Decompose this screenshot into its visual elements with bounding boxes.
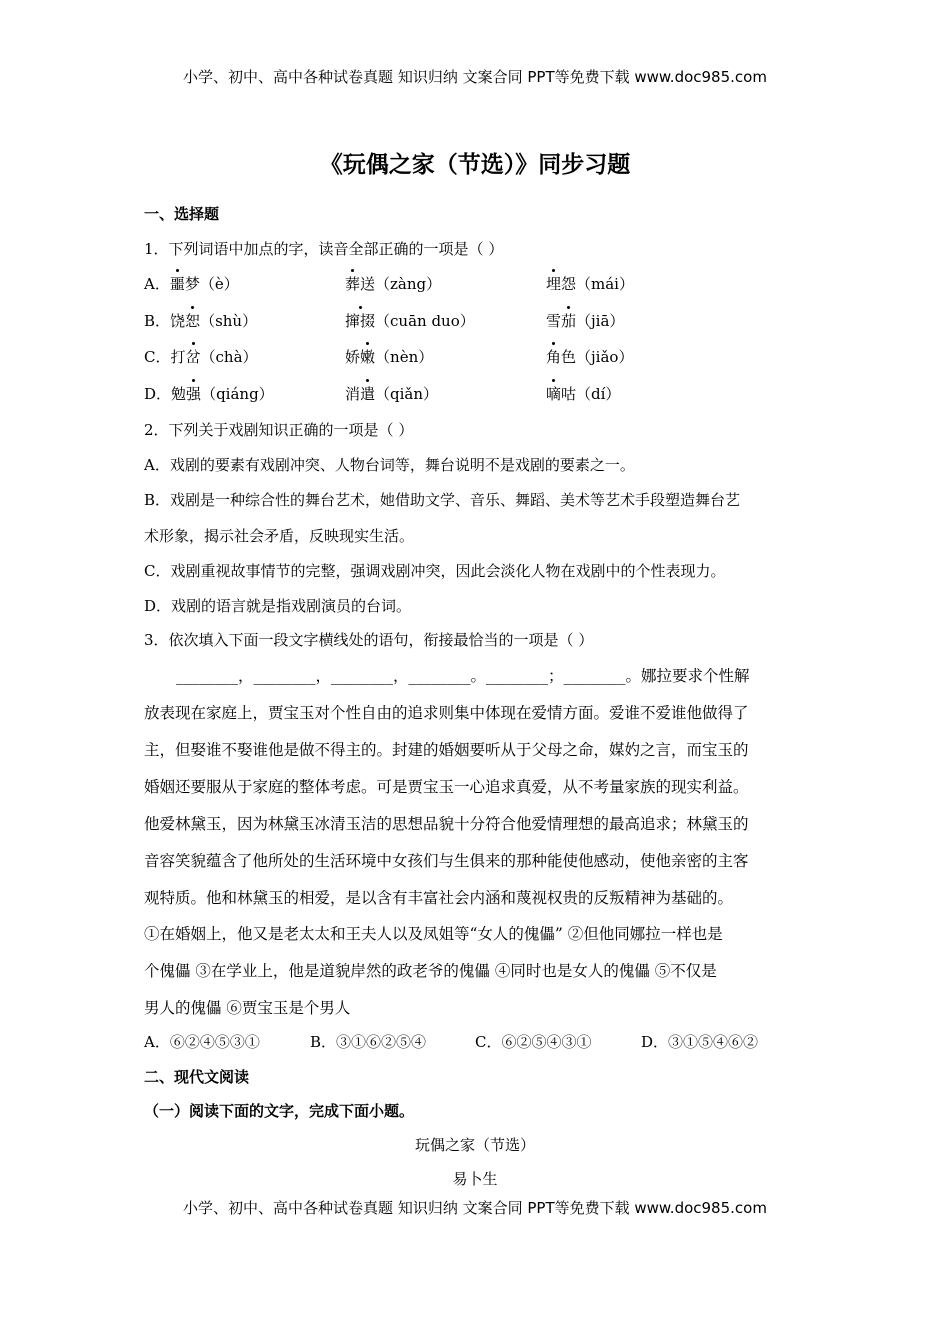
subsection-heading: （一）阅读下面的文字，完成下面小题。: [144, 1102, 415, 1120]
page-footer: 小学、初中、高中各种试卷真题 知识归纳 文案合同 PPT等免费下载 www.doc985.com: [183, 1199, 767, 1217]
q2-option-c: C．戏剧重视故事情节的完整，强调戏剧冲突，因此会淡化人物在戏剧中的个性表现力。: [144, 562, 726, 580]
question-1-stem: 1．下列词语中加点的字，读音全部正确的一项是（ ）: [144, 240, 504, 258]
section-heading-reading: 二、现代文阅读: [144, 1068, 250, 1086]
page-header: 小学、初中、高中各种试卷真题 知识归纳 文案合同 PPT等免费下载 www.doc985.com: [183, 68, 767, 86]
q3-option-c: C．⑥②⑤④③①: [475, 1033, 592, 1051]
q1-option-b-2: 撺掇（cuān duo）: [345, 312, 475, 330]
q2-option-b-line2: 术形象，揭示社会矛盾，反映现实生活。: [144, 527, 415, 545]
q3-passage-line: 主，但娶谁不娶谁他是做不得主的。封建的婚姻要听从于父母之命，媒妁之言，而宝玉的: [144, 741, 749, 759]
q3-option-b: B．③①⑥②⑤④: [310, 1033, 427, 1051]
q2-option-d: D．戏剧的语言就是指戏剧演员的台词。: [144, 597, 412, 615]
q3-passage-line: 放表现在家庭上，贾宝玉对个性自由的追求则集中体现在爱情方面。爱谁不爱谁他做得了: [144, 704, 749, 722]
question-2-stem: 2．下列关于戏剧知识正确的一项是（ ）: [144, 421, 414, 439]
question-3-stem: 3．依次填入下面一段文字横线处的语句，衔接最恰当的一项是（ ）: [144, 631, 594, 649]
q1-option-b-1: B．饶恕（shù）: [144, 312, 258, 330]
q1-option-c-3: 角色（jiǎo）: [546, 348, 634, 366]
q1-option-a-1: A．噩梦（è）: [144, 275, 239, 293]
q1-option-d-3: 嘀咕（dí）: [546, 385, 621, 403]
q1-option-d-2: 消遣（qiǎn）: [345, 385, 439, 403]
q3-passage-line: 音容笑貌蕴含了他所处的生活环境中女孩们与生俱来的那种能使他感动，使他亲密的主客: [144, 852, 749, 870]
q3-sentence-line: 个傀儡 ③在学业上，他是道貌岸然的政老爷的傀儡 ④同时也是女人的傀儡 ⑤不仅是: [144, 962, 717, 980]
q1-option-b-3: 雪茄（jiā）: [546, 312, 625, 330]
page-title: 《玩偶之家（节选）》同步习题: [319, 152, 631, 178]
q1-option-c-1: C．打岔（chà）: [144, 348, 258, 366]
q3-option-a: A．⑥②④⑤③①: [144, 1033, 260, 1051]
q3-passage-line: 他爱林黛玉，因为林黛玉冰清玉洁的思想品貌十分符合他爱情理想的最高追求；林黛玉的: [144, 815, 749, 833]
passage-author: 易卜生: [452, 1170, 498, 1188]
q1-option-a-2: 葬送（zàng）: [345, 275, 442, 293]
q3-sentence-line: ①在婚姻上，他又是老太太和王夫人以及凤姐等“女人的傀儡” ②但他同娜拉一样也是: [144, 925, 723, 943]
q1-option-a-3: 埋怨（mái）: [546, 275, 634, 293]
q3-passage-line: 婚姻还要服从于家庭的整体考虑。可是贾宝玉一心追求真爱，从不考量家族的现实利益。: [144, 778, 749, 796]
q1-option-c-2: 娇嫩（nèn）: [345, 348, 434, 366]
q3-sentence-line: 男人的傀儡 ⑥贾宝玉是个男人: [144, 999, 351, 1017]
section-heading-choice: 一、选择题: [144, 205, 220, 223]
q3-passage-line: 观特质。他和林黛玉的相爱，是以含有丰富社会内涵和蔑视权贵的反叛精神为基础的。: [144, 889, 734, 907]
q2-option-b-line1: B．戏剧是一种综合性的舞台艺术，她借助文学、音乐、舞蹈、美术等艺术手段塑造舞台艺: [144, 491, 741, 509]
q2-option-a: A．戏剧的要素有戏剧冲突、人物台词等，舞台说明不是戏剧的要素之一。: [144, 456, 635, 474]
q3-passage-line: ________，________，________，________。________；________。娜拉要求个性解: [176, 667, 750, 685]
q1-option-d-1: D．勉强（qiáng）: [144, 385, 274, 403]
q3-option-d: D．③①⑤④⑥②: [641, 1033, 759, 1051]
passage-title: 玩偶之家（节选）: [414, 1136, 535, 1154]
